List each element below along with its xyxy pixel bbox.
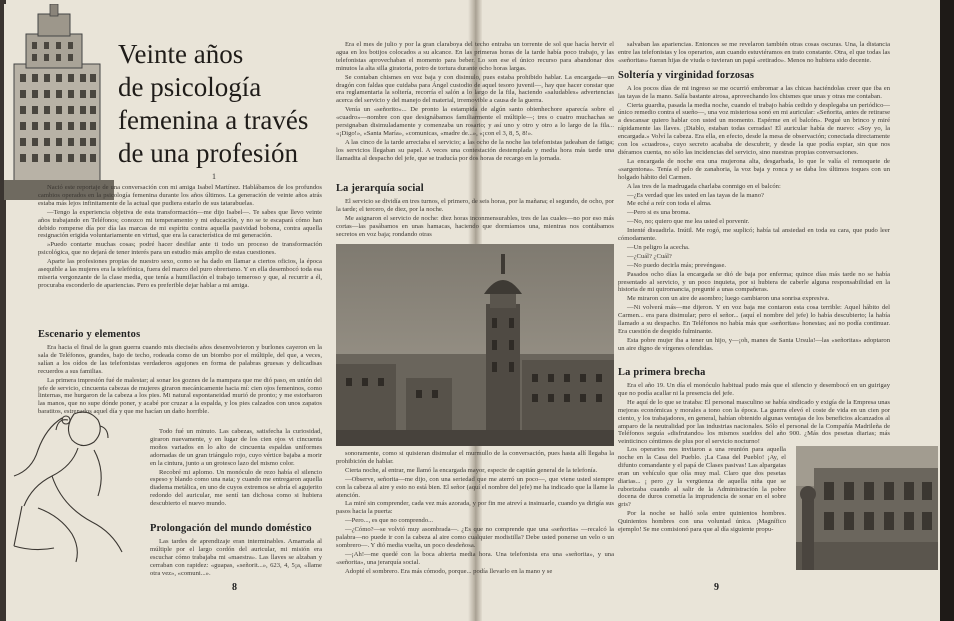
center-section-column bbox=[336, 178, 614, 244]
body-paragraph: —Pero..., es que no comprendo... bbox=[345, 517, 434, 525]
title-line-1: Veinte años bbox=[118, 39, 244, 69]
body-paragraph: A las tres de la madrugada charlaba conmigo en el balcón: bbox=[627, 182, 781, 190]
madrid-rooftops-photo bbox=[336, 244, 614, 446]
center-top-column bbox=[336, 41, 614, 177]
body-paragraph: —Observe, señorita—me dijo, con una seriedad que me aterró un poco—, que viene usted siempre con la cabeza al aire y esto no está bien. El señor (aquí el nombre del jefe) me ha indicado que la llame la atención. bbox=[336, 475, 614, 499]
body-paragraph: La miré sin comprender, cada vez más azorada, y por fin me atreví a insinuarle, cuando ya dirigía sus pasos hacia la puerta: bbox=[336, 500, 614, 516]
body-paragraph: Era hacia el final de la gran guerra cuando mis dieciséis años desenvolvieron y burlones cayeron en la sala de Teléfonos, grandes, bajo de techo, rodeada como de un biombo por el múltiple, del que, a veces, salían a los oídos de las telefonistas verdaderos agujones en forma de palabras gruesas y delicadisas recuerdos a sus familias. bbox=[38, 344, 322, 375]
page-edge-right bbox=[940, 0, 954, 621]
body-paragraph: Pasados ocho días la encargada se dió de baja por enferma; quince días más tarde no se había presentado al servicio, y un poco inquieta, por si hubiera de caberle alguna responsabilidad en la historia de mi quiromancia, pregunté a unas compañeras. bbox=[618, 270, 890, 294]
body-paragraph: A las cinco de la tarde arreciaba el servicio; a las ocho de la noche las telefonistas jadeaban de fatiga; los servicios llegaban su papel. A veces una contestación destemplada y media hora más tarde una llamadita al despacho del jefe, que se traducía por dos horas de recargo en la jornada. bbox=[336, 138, 614, 162]
body-paragraph: Esta pobre mujer iba a tener un hijo, y—¡oh, manes de Santa Ursula!—las «señoritas» adoptaron un aire digno de vírgenes ofendidas. bbox=[618, 336, 890, 352]
left-intro-column bbox=[38, 184, 322, 320]
section-heading: Soltería y virginidad forzosas bbox=[618, 69, 755, 81]
body-paragraph: —Ni volverá más—me dijeron. Y en voz baja me contaron esta cosa terrible: Aquel hábito del Carmen... era para disimular; pero el señor... (aquí el nombre del jefe) lo había descubierto; la había llamado a su despacho. En Teléfonos no había más que «señoritas» honestas; así no podía continuar. Era cuestión de despido fulminante. bbox=[618, 304, 890, 335]
page-number-left: 8 bbox=[232, 582, 237, 593]
body-paragraph: Todo fué un minuto. Las cabezas, satisfecha la curiosidad, giraron nuevamente, y en lugar de los cien ojos vi cincuenta moños variados en lo alto de cincuenta espaldas uniformes adornadas de un gran triángulo rojo, cuyo vértice bajaba a morir en la cintura, junto a un grotesco lazo del mismo color. bbox=[150, 428, 322, 467]
body-paragraph: —¿Cómo?—se volvió muy asombrada—. ¿Es que no comprende que una «señorita» —recalcó la palabra—no puede ir con la cabeza al aire como cualquier modistilla? Debe usted ponerse un velo o un sombrero—. Y dió media vuelta, un poco desdeñosa. bbox=[336, 526, 614, 549]
left-narrow-column bbox=[150, 428, 322, 520]
body-paragraph: —Pero si es una broma. bbox=[627, 209, 691, 217]
body-paragraph: sonoramente, como si quisieran disimular el murmullo de la conversación, pues hasta allí llegaba la prohibición de hablar. bbox=[336, 450, 614, 465]
section-heading: Escenario y elementos bbox=[38, 329, 141, 340]
body-paragraph: Cierta guardia, pasada la media noche, cuando el trabajo había cedido y desplegaba un periódico—único remedio contra el sueño—, una voz misteriosa sonó en mi auricular: «Señorita, antes de retirarse a descansar quiero hablar con usted un momento. Espérme en el balcón». Pegué un brinco y miré rápidamente las llaves. ¡Diablo, estaban todas cerradas! El auricular había de nuevo: «Soy yo, la encargada.» Volví la cabeza. Era ella, en efecto, desde la mesa de observación; conectada directamente con los «cuadros», cuyo secreto acababa de descubrir, y desde la que podía espiar, sin que nos diéramos cuenta, no sólo las incidencias del servicio, sino nuestras propias conversaciones. bbox=[618, 101, 890, 156]
section-heading: La jerarquía social bbox=[336, 183, 424, 194]
body-paragraph: Me miraron con un aire de asombro; luego cambiaron una sonrisa expresiva. bbox=[627, 295, 830, 303]
body-paragraph: Los operarios nos invitaron a una reunión para aquella noche en la Casa del Pueblo. ¡La Casa del Pueblo! ¡Ay, el difunto comandante y el papá de Clases pasivas! Las alpargatas eran un vehículo que olía muy mal. Claro que dos pesetas diarias... ¡ pero ¿y la vergüenza de aquella niña que se ruborizaba cuando al salir de la Administración la pobre docena de duros cometía la imprudencia de sonar en el sobre gris? bbox=[618, 446, 786, 509]
body-paragraph: Cierta noche, al entrar, me llamó la encargada mayor, especie de capitán general de la telefonía. bbox=[345, 466, 598, 474]
page-number-right: 9 bbox=[714, 582, 719, 593]
intro-paragraph: —Tengo la experiencia objetiva de esta transformación—me dijo Isabel—. Te sabes que llevo veinte años trabajando en Teléfonos; conozco mi temperamento y mi educación, y no se te escapará cómo han debido romperse día por día las marcas de mi espíritu contra aquella pasividad bobona, contra aquella resignación erigida voluntariamente en virtud, que era la característica de mi generación. bbox=[38, 208, 322, 240]
body-paragraph: —¿Es verdad que les usted en las tayas de la mano? bbox=[627, 191, 764, 199]
body-paragraph: Me asignaron el servicio de noche: diez horas inconmensurables, tres de las cuales—no por eso más cortas—las pasábamos en unas hamacas, haciendo que dormíamos una, mientras nos contábamos secretos en voz baja; rondando otras bbox=[336, 214, 614, 238]
article-title bbox=[118, 38, 333, 170]
body-paragraph: —¡Ah!—me quedé con la boca abierta media hora. Una telefonista era una «señorita», y una «señorita», una jerarquía social. bbox=[336, 550, 614, 566]
section-heading: La primera brecha bbox=[618, 367, 706, 378]
body-paragraph: Era el año 19. Un día el monóculo habitual pudo más que el silencio y desembocó en un guirigay que no podía acallar ni la presencia del jefe. bbox=[618, 382, 890, 397]
body-paragraph: —¿Cuál? ¿Cuál? bbox=[627, 252, 672, 260]
body-paragraph: La primera impresión fué de malestar; al sonar los goznes de la mampara que me dió paso, en unión del jefe de servicio, cincuenta cabezas de mujeres giraron mecánicamente hacia mí: cien ojos femeninos, como linternas, me hurgaron de la cabeza a los pies. Mi natural espontaneidad murió de pronto; y me estorbaron las manos, que no supe dónde poner, y acabé por cruzar a la espalda, y los pies calzados con unos zapatos baratitos, estrenados aquel día y que me hacían un daño horrible. bbox=[38, 376, 322, 416]
left-section2-column bbox=[150, 518, 322, 588]
section-number: 1 bbox=[212, 172, 216, 181]
building-facade-photo bbox=[796, 446, 938, 570]
body-paragraph: salvaban las apariencias. Entonces se me revelaron también otras cosas oscuras. Una, la distancia entre las telefonistas y los operarios, aun cuando estuviéramos en trato constante. Otra, el que todas las «señoritas» fueran hijas de viuda o tuvieran un papá «retirado». Menos no hubiera sido decente. bbox=[618, 41, 890, 64]
intro-paragraph: »Puedo contarte muchas cosas; podré hacer desfilar ante ti todo un proceso de transformación psicológica, que no dejará de tener interés para un estudio más amplio de estas cuestiones. bbox=[38, 241, 322, 257]
right-narrow-column bbox=[618, 446, 786, 586]
body-paragraph: Recobré mi aplomo. Un monóculo de rezo había el silencio espeso y blando como una nata; y cuando me entregaron aquella diadema metálica, en uno de cuyos extremos se abría el agujerito redondo del auricular, me sentí tan dichosa como si hubiera descubierto el nuevo mundo. bbox=[150, 468, 322, 508]
body-paragraph: Se contaban chismes en voz baja y con disimulo, pues estaba prohibido hablar. La encargada—un dragón con faldas que cuidaba para Ángel custodio de aquel tesoro juvenil—, hay que hacer constar que era reglamentaria la soltería, recorría el salón a lo largo de la fila, haciendo «saludables» advertencias acerca del servicio y del manejo del material, irremovible a causa de la guerra. bbox=[336, 73, 614, 105]
right-column-section2 bbox=[618, 362, 890, 446]
body-paragraph: Por la noche se halló sola entre quinientos hombres. Quinientos hombres con una voluntad única. ¡Magnífico ejemplo! Se me comisionó para que al día siguiente propu- bbox=[618, 510, 786, 534]
title-line-4: de una profesión bbox=[118, 138, 298, 168]
body-paragraph: Venía un «señorito»... De pronto la estampida de algún santo obienhechore aparecía sobre el «cuadro»—nombre con que designábamos familiarmente el múltiple—; tres o cuatro muchachas se persignaban disimuladamente y comenzaba un rosario; y así uno y otro y otro a lo largo de la fila... «¡Digo!», «Santa María», «comunicas, «madre de...», «¡con el 3, 8, 5, 8!». bbox=[336, 106, 614, 137]
body-paragraph: He aquí de lo que se trataba: El personal masculino se había sindicado y exigía de la Empresa unas mejoras económicas y morales a tono con la época. La guerra elevó el coste de vida en un cien por ciento, y los trabajadores, en general, habían obtenido algunas ventajas de los beneficios alcanzados al amparo de la neutralidad por las industrias nacionales. Sólo el personal de la Compañía Madrileña de Teléfonos seguía «disfrutando» los mismos sueldos del año 900. ¿Más dos pesetas diarias; más veinticinco céntimos de plus por el servicio nocturno! bbox=[618, 398, 890, 446]
telefonica-building-illustration bbox=[4, 4, 114, 200]
section-heading: Prolongación del mundo doméstico bbox=[150, 523, 312, 534]
title-line-2: de psicología bbox=[118, 72, 262, 102]
center-bottom-column bbox=[336, 450, 614, 590]
body-paragraph: A los pocos días de mi ingreso se me ocurrió embromar a las chicas haciéndolas creer que iba en las tayas de la mano. Salía bastante airosa, aprovechando los chismes que unas y otras me contaban. bbox=[618, 84, 890, 100]
body-paragraph: Las tardes de aprendizaje eran interminables. Amarrada al múltiple por el largo cordón del auricular, mi misión era escuchar cómo trabajaba mi «maestra». Las llaves se alzaban y cerraban con rapidez: «guapas, «señorit...», 623, 4, 5¡a, «llame otra vez», «comuni...». bbox=[150, 538, 322, 577]
body-paragraph: Intenté disuadirla. Inútil. Me rogó, me suplicó; había tal ansiedad en toda su cara, que pudo leer cómodamente. bbox=[618, 227, 890, 243]
body-paragraph: Me eché a reír con toda el alma. bbox=[627, 200, 712, 208]
right-column-top bbox=[618, 41, 890, 361]
body-paragraph: —Un peligro la acecha. bbox=[627, 243, 690, 251]
body-paragraph: La encargada de noche era una mujerona alta, desgarbada, lo que le valía el remoquete de «sargentona». Tenía el pelo de zanahoria, la voz baja y ronca y se daba los últimos toques con un holgado hábito del Carmen. bbox=[618, 157, 890, 181]
intro-paragraph: Nació este reportaje de una conversación con mi amiga Isabel Martínez. Hablábamos de los profundos cambios operados en la psicología femenina durante los años últimos. La generación de veinte años atrás estaba más lejos infinitamente de la actual que pudiera estarlo de sus tatarabuelas. bbox=[38, 184, 322, 207]
title-line-3: femenina a través bbox=[118, 105, 309, 135]
body-paragraph: —No, no; quiero que me lea usted el porvenir. bbox=[627, 218, 750, 226]
body-paragraph: El servicio se dividía en tres turnos, el primero, de seis horas, por la mañana; el segundo, de ocho, por la tarde; el tercero, de diez, por la noche. bbox=[336, 198, 614, 213]
telephone-operator-illustration bbox=[8, 396, 136, 564]
body-paragraph: Era el mes de julio y por la gran claraboya del techo entraba un torrente de sol que hacía hervir el agua en los botijos colocados a su alcance. En las primeras horas de la tarde había poco trabajo, y las telefonistas aprovechaban el momento para beber. Lo son ese el único recurso para abandonar dos minutos la alta silla giratoria, potro de tortura durante ocho horas largas. bbox=[336, 41, 614, 72]
body-paragraph: —No puedo decirla más; prevéngase. bbox=[627, 261, 727, 269]
body-paragraph: Adopté el sombrero. Era más cómodo, porque... podía llevarlo en la mano y se bbox=[345, 567, 553, 575]
intro-paragraph: Aparte las profesiones propias de nuestro sexo, como se ha dado en llamar a ciertos oficios, la época asequible a las mujeres era la telefónica, fuera del marco del puro obrerismo. Y en ella desembocó toda esa miseria vergonzante de la clase media, que tenía a humillación el trabajo temeroso y que, al recurrir a él, procuraba esconderlo de apariencias. Pero es preferible dejar hablar a mi amiga. bbox=[38, 258, 322, 289]
